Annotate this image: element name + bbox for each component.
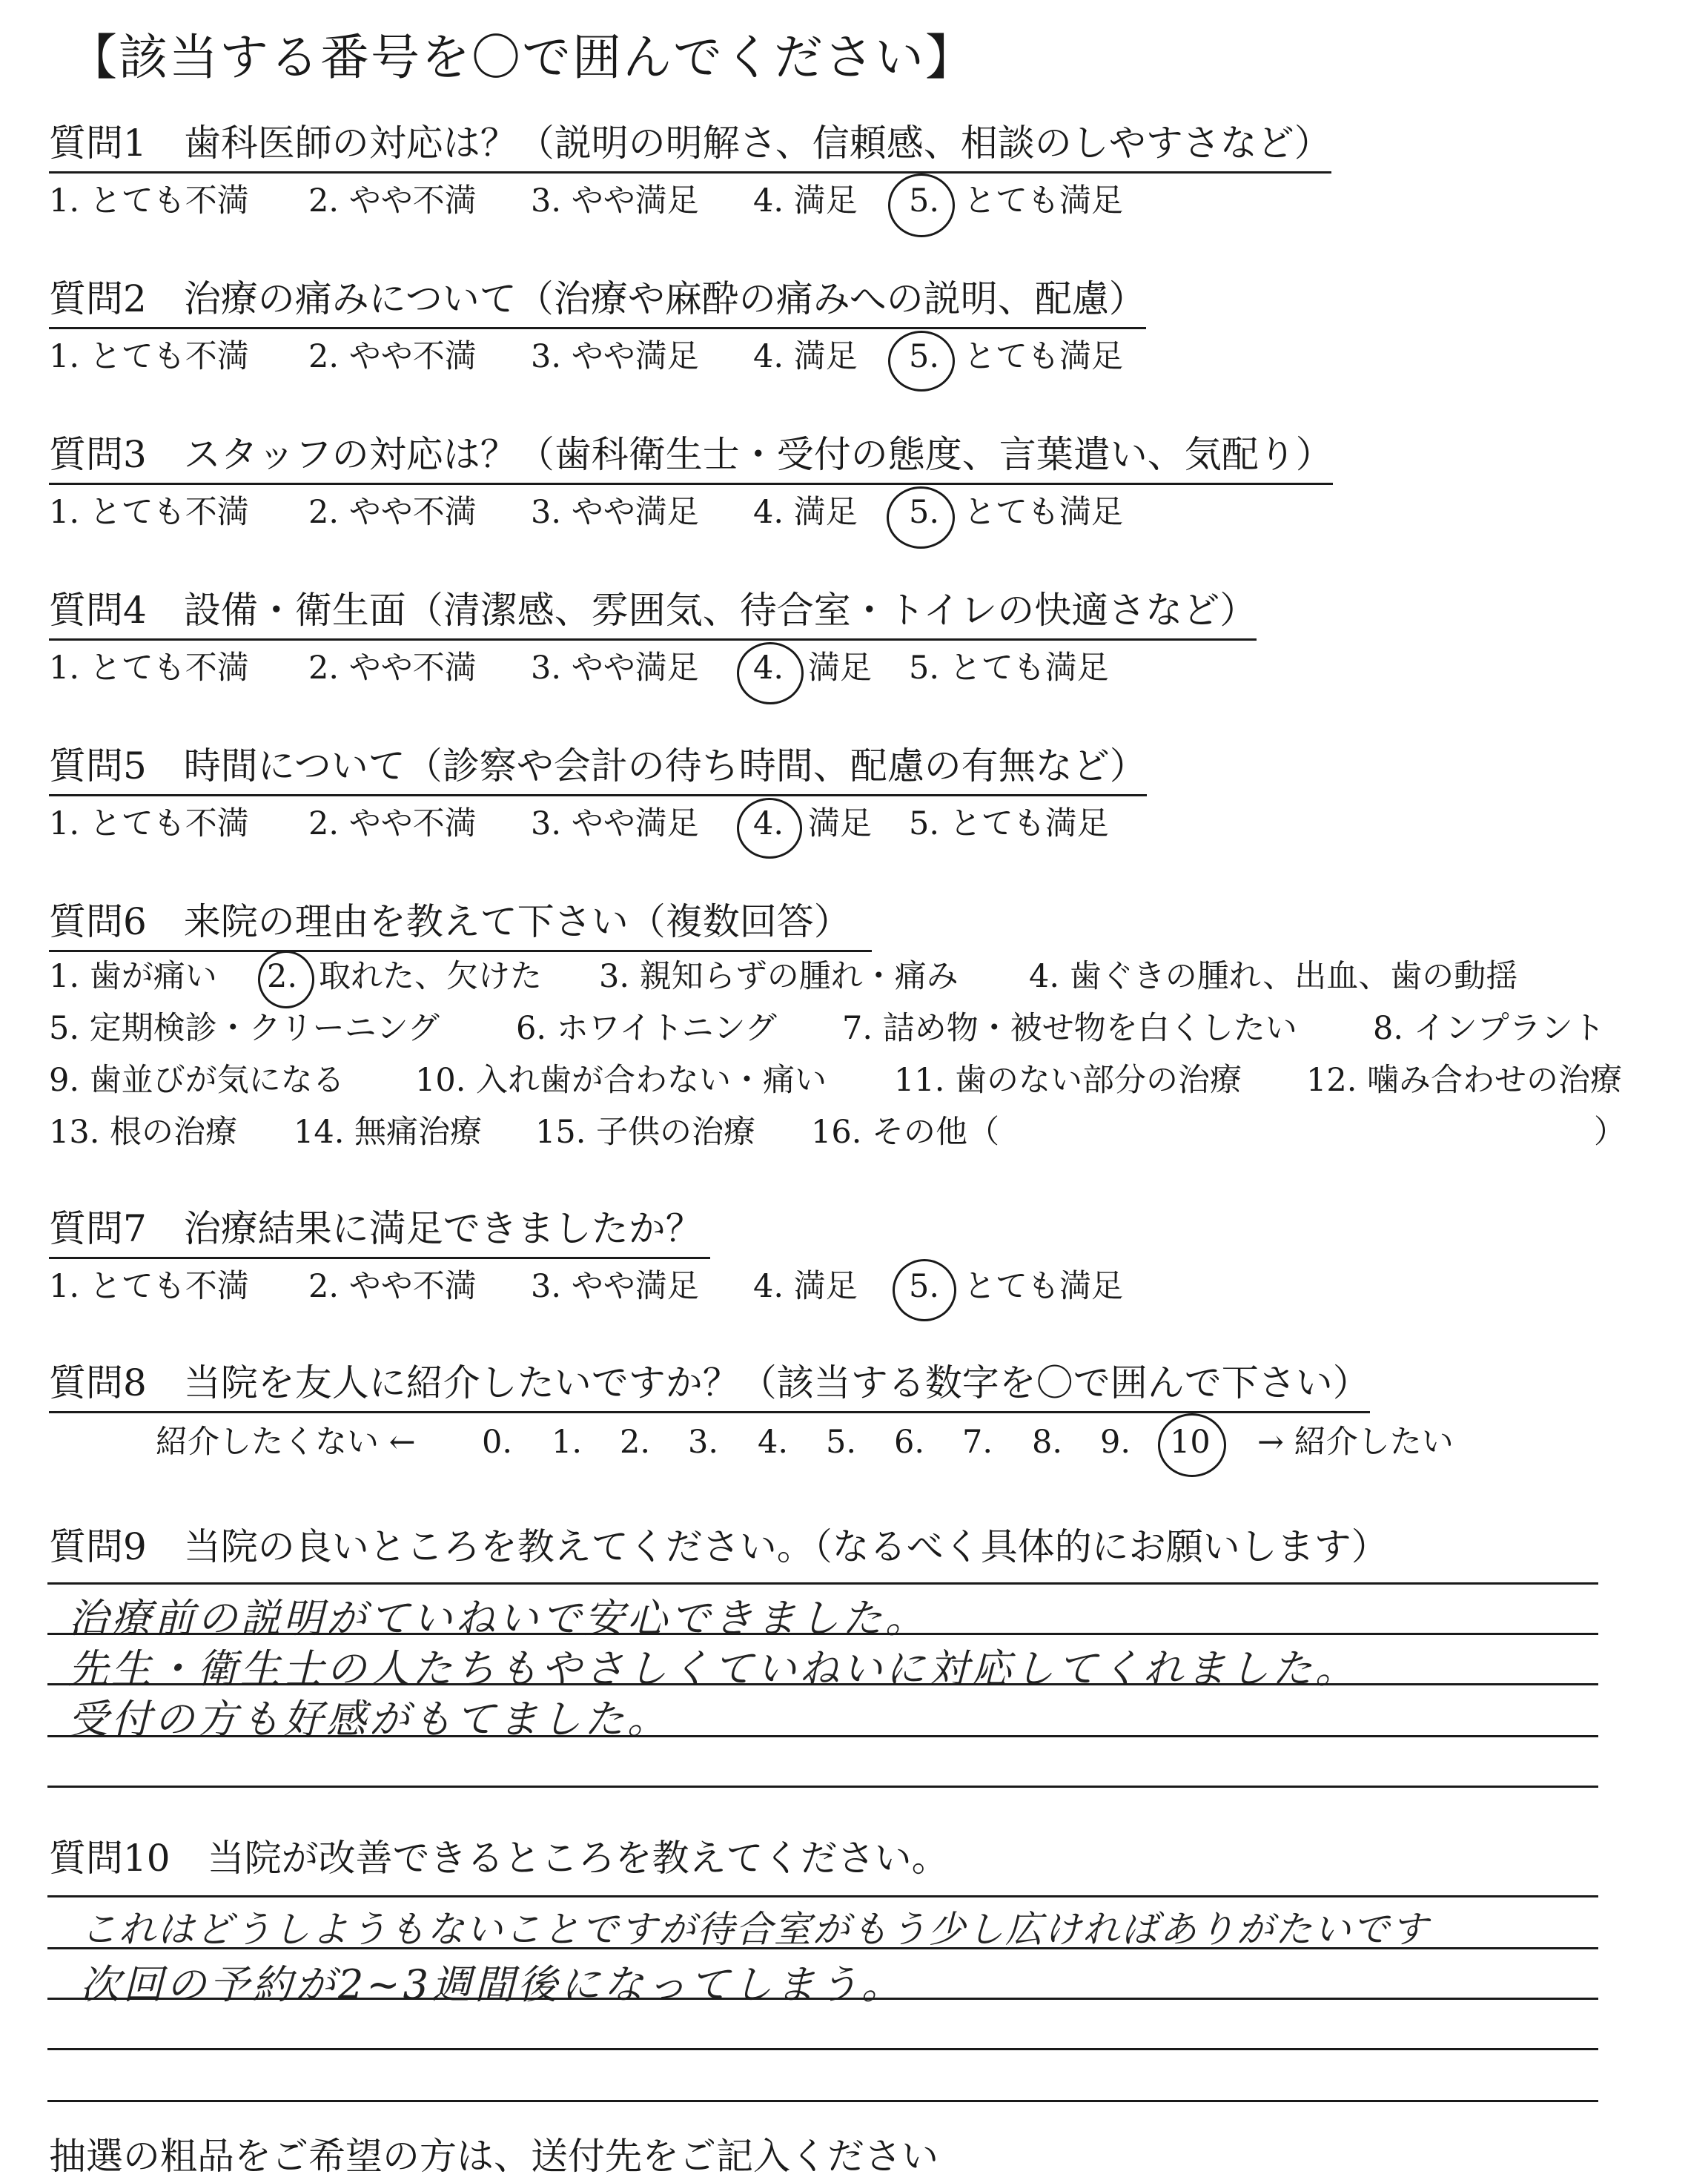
q7-option-5-number[interactable]: 5. bbox=[909, 1268, 940, 1305]
q6-option-5[interactable]: 5. 定期検診・クリーニング bbox=[49, 1010, 440, 1047]
answer-line bbox=[47, 1786, 1598, 1788]
q5-option-4-number[interactable]: 4. bbox=[753, 805, 784, 842]
q5-option-1[interactable]: 1. とても不満 bbox=[49, 805, 249, 842]
q6-option-6[interactable]: 6. ホワイトニング bbox=[516, 1010, 777, 1047]
q4-option-1[interactable]: 1. とても不満 bbox=[49, 650, 249, 687]
q6-option-15[interactable]: 15. 子供の治療 bbox=[535, 1114, 756, 1151]
q6-option-14[interactable]: 14. 無痛治療 bbox=[294, 1114, 483, 1151]
q4-option-4-label[interactable]: 満足 bbox=[808, 650, 872, 687]
q5-option-5[interactable]: 5. とても満足 bbox=[909, 805, 1109, 842]
question-3-title: 質問3 スタッフの対応は？（歯科衛生士・受付の態度、言葉遣い、気配り） bbox=[49, 435, 1333, 485]
q7-option-1[interactable]: 1. とても不満 bbox=[49, 1268, 249, 1305]
answer-line bbox=[47, 1895, 1598, 1897]
q2-option-1[interactable]: 1. とても不満 bbox=[49, 338, 249, 375]
q8-scale-1[interactable]: 1. bbox=[552, 1424, 583, 1461]
question-2-title: 質問2 治療の痛みについて（治療や麻酔の痛みへの説明、配慮） bbox=[49, 279, 1146, 329]
q8-scale-2[interactable]: 2. bbox=[620, 1424, 651, 1461]
q3-option-2[interactable]: 2. やや不満 bbox=[308, 494, 477, 531]
q1-option-1[interactable]: 1. とても不満 bbox=[49, 182, 249, 219]
q3-option-4[interactable]: 4. 満足 bbox=[753, 494, 858, 531]
q6-option-8[interactable]: 8. インプラント bbox=[1373, 1010, 1605, 1047]
question-6-title: 質問6 来院の理由を教えて下さい（複数回答） bbox=[49, 902, 872, 952]
answer-line bbox=[47, 1683, 1598, 1685]
q4-option-5[interactable]: 5. とても満足 bbox=[909, 650, 1109, 687]
q9-answer-line-2: 先生・衛生士の人たちもやさしくていねいに対応してくれました。 bbox=[68, 1645, 1358, 1692]
q8-scale-9[interactable]: 9. bbox=[1100, 1424, 1131, 1461]
q1-option-5-label[interactable]: とても満足 bbox=[964, 182, 1123, 219]
q4-option-4-number[interactable]: 4. bbox=[753, 650, 784, 687]
selection-circle bbox=[888, 331, 955, 392]
q5-option-2[interactable]: 2. やや不満 bbox=[308, 805, 477, 842]
q8-scale-10[interactable]: 10 bbox=[1170, 1424, 1211, 1461]
q3-option-5-label[interactable]: とても満足 bbox=[964, 494, 1123, 531]
selection-circle bbox=[737, 642, 804, 704]
selection-circle bbox=[1158, 1413, 1226, 1477]
question-7-title: 質問7 治療結果に満足できましたか？ bbox=[49, 1209, 710, 1259]
q6-option-2-number[interactable]: 2. bbox=[267, 958, 298, 995]
q7-option-2[interactable]: 2. やや不満 bbox=[308, 1268, 477, 1305]
q8-left-label: 紹介したくない ← bbox=[156, 1424, 416, 1461]
q10-answer-line-2: 次回の予約が2~3週間後になってしまう。 bbox=[80, 1961, 904, 2008]
q4-option-3[interactable]: 3. やや満足 bbox=[531, 650, 699, 687]
q2-option-4[interactable]: 4. 満足 bbox=[753, 338, 858, 375]
q1-option-4[interactable]: 4. 満足 bbox=[753, 182, 858, 219]
q2-option-5-label[interactable]: とても満足 bbox=[964, 338, 1123, 375]
answer-line bbox=[47, 1947, 1598, 1949]
q6-option-7[interactable]: 7. 詰め物・被せ物を白くしたい bbox=[842, 1010, 1297, 1047]
selection-circle bbox=[893, 1259, 956, 1321]
q6-option-16[interactable]: 16. その他（ bbox=[811, 1114, 1000, 1151]
question-8-title: 質問8 当院を友人に紹介したいですか？（該当する数字を〇で囲んで下さい） bbox=[49, 1363, 1370, 1413]
question-9-title: 質問9 当院の良いところを教えてください。（なるべく具体的にお願いします） bbox=[49, 1525, 1388, 1568]
q6-option-2-label[interactable]: 取れた、欠けた bbox=[319, 958, 542, 995]
q2-option-2[interactable]: 2. やや不満 bbox=[308, 338, 477, 375]
q8-scale-5[interactable]: 5. bbox=[826, 1424, 857, 1461]
q5-option-4-label[interactable]: 満足 bbox=[808, 805, 872, 842]
answer-line bbox=[47, 1582, 1598, 1585]
selection-circle bbox=[737, 798, 802, 859]
q7-option-4[interactable]: 4. 満足 bbox=[753, 1268, 858, 1305]
q2-option-3[interactable]: 3. やや満足 bbox=[531, 338, 699, 375]
q6-option-1[interactable]: 1. 歯が痛い bbox=[49, 958, 217, 995]
q8-scale-0[interactable]: 0. bbox=[482, 1424, 513, 1461]
selection-circle bbox=[888, 174, 955, 237]
q8-scale-8[interactable]: 8. bbox=[1032, 1424, 1063, 1461]
q3-option-5-number[interactable]: 5. bbox=[909, 494, 940, 531]
q9-answer-line-1: 治療前の説明がていねいで安心できました。 bbox=[68, 1595, 928, 1642]
q8-scale-7[interactable]: 7. bbox=[962, 1424, 993, 1461]
q6-option-13[interactable]: 13. 根の治療 bbox=[49, 1114, 238, 1151]
q5-option-3[interactable]: 3. やや満足 bbox=[531, 805, 699, 842]
q6-option-3[interactable]: 3. 親知らずの腫れ・痛み bbox=[599, 958, 959, 995]
q6-option-4[interactable]: 4. 歯ぐきの腫れ、出血、歯の動揺 bbox=[1029, 958, 1518, 995]
q3-option-1[interactable]: 1. とても不満 bbox=[49, 494, 249, 531]
q6-option-9[interactable]: 9. 歯並びが気になる bbox=[49, 1062, 345, 1099]
q2-option-5-number[interactable]: 5. bbox=[909, 338, 940, 375]
answer-line bbox=[47, 2100, 1598, 2102]
question-10-title: 質問10 当院が改善できるところを教えてください。 bbox=[49, 1837, 949, 1880]
q6-option-16-close: ） bbox=[1594, 1114, 1626, 1151]
q8-scale-6[interactable]: 6. bbox=[894, 1424, 925, 1461]
page-title: 【該当する番号を〇で囲んでください】 bbox=[68, 29, 976, 86]
q10-answer-line-1: これはどうしようもないことですが待合室がもう少し広ければありがたいです bbox=[80, 1908, 1429, 1951]
selection-circle bbox=[258, 951, 314, 1008]
answer-line bbox=[47, 2048, 1598, 2050]
question-1-title: 質問1 歯科医師の対応は？（説明の明解さ、信頼感、相談のしやすさなど） bbox=[49, 123, 1331, 174]
q1-option-2[interactable]: 2. やや不満 bbox=[308, 182, 477, 219]
q1-option-5-number[interactable]: 5. bbox=[909, 182, 940, 219]
q7-option-5-label[interactable]: とても満足 bbox=[964, 1268, 1123, 1305]
q8-scale-3[interactable]: 3. bbox=[688, 1424, 719, 1461]
question-4-title: 質問4 設備・衛生面（清潔感、雰囲気、待合室・トイレの快適さなど） bbox=[49, 590, 1257, 641]
q8-scale-4[interactable]: 4. bbox=[758, 1424, 789, 1461]
answer-line bbox=[47, 1735, 1598, 1737]
footer-note: 抽選の粗品をご希望の方は、送付先をご記入ください bbox=[49, 2135, 939, 2178]
q7-option-3[interactable]: 3. やや満足 bbox=[531, 1268, 699, 1305]
q4-option-2[interactable]: 2. やや不満 bbox=[308, 650, 477, 687]
q6-option-12[interactable]: 12. 噛み合わせの治療 bbox=[1306, 1062, 1623, 1099]
q1-option-3[interactable]: 3. やや満足 bbox=[531, 182, 699, 219]
selection-circle bbox=[887, 486, 955, 549]
answer-line bbox=[47, 1998, 1598, 2000]
answer-line bbox=[47, 1633, 1598, 1635]
q6-option-11[interactable]: 11. 歯のない部分の治療 bbox=[894, 1062, 1242, 1099]
question-5-title: 質問5 時間について（診察や会計の待ち時間、配慮の有無など） bbox=[49, 746, 1147, 796]
q3-option-3[interactable]: 3. やや満足 bbox=[531, 494, 699, 531]
q6-option-10[interactable]: 10. 入れ歯が合わない・痛い bbox=[415, 1062, 827, 1099]
q9-answer-line-3: 受付の方も好感がもてました。 bbox=[68, 1696, 670, 1743]
q8-right-label: → 紹介したい bbox=[1257, 1424, 1454, 1461]
